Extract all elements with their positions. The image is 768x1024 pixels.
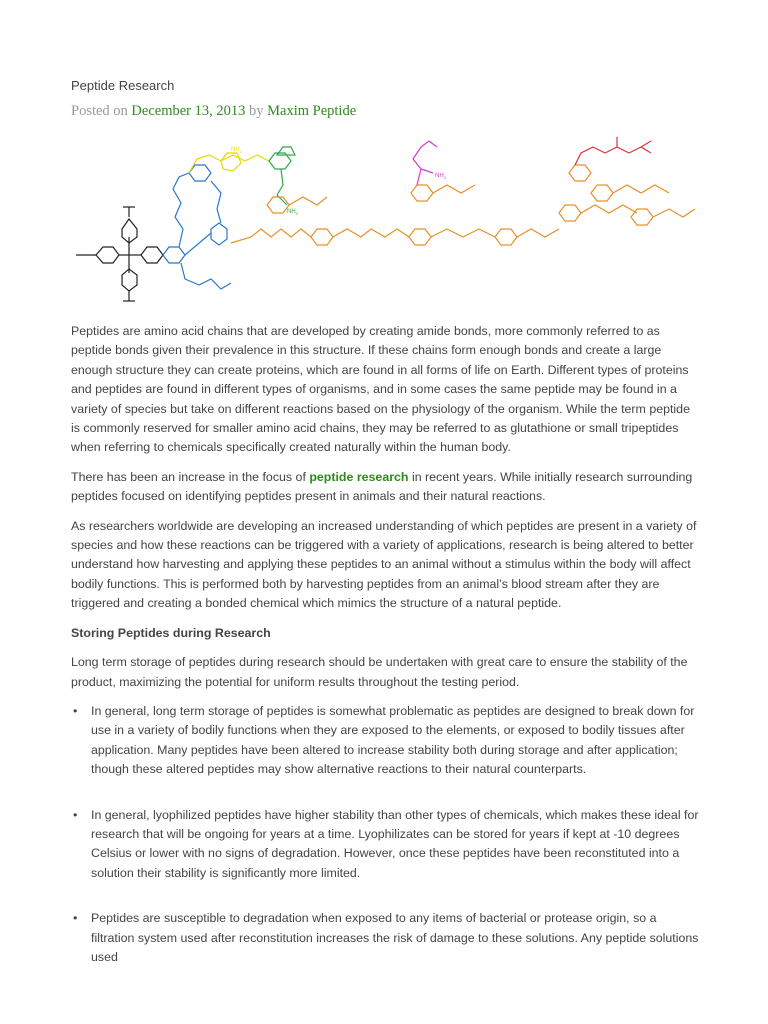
paragraph-2-end: in recent years. While initially research surrounding peptides focused on identifying peptides present in animals and their natural reactions. [71,469,693,504]
red-fragment [575,137,651,165]
paragraph-1: Peptides are amino acid chains that are developed by creating amide bonds, more commonly referred to as peptide bonds given their prevalence in this structure. If these chains form enough bonds and create a large enough structure they can create proteins, which are found in all forms of life on Earth. Different types of proteins and peptides are found in different types of organisms, and in some cases the same peptide may be found in a variety of species but take on different reactions based on the physiology of the organism. While the term peptide is commonly reserved for smaller amino acid chains, they may be referred to as glutathione or small tripeptides when referring to chemicals specifically created naturally within the human body. [71,324,690,455]
post-date-link[interactable]: December 13, 2013 [131,103,246,119]
post-meta [71,103,356,120]
paragraph-2-start: There has been an increase in the focus of [71,469,310,484]
tetraphenyl-group [76,207,163,301]
list-item-text: Peptides are susceptible to degradation when exposed to any items of bacterial or protease origin, so a filtration system used after reconstitution increases the risk of damage to these solutions. Any peptide solutions used [91,911,699,964]
molecule-diagram [71,133,701,313]
section-heading: Storing Peptides during Research [71,625,271,640]
by-label: by [249,103,264,119]
list-item [71,806,701,884]
paragraph-4: Long term storage of peptides during research should be undertaken with great care to ensure the stability of the product, maximizing the potential for uniform results throughout the testing period. [71,655,688,689]
bullet-list [71,702,701,967]
article-body [71,322,701,993]
yellow-fragment [189,153,269,173]
list-item [71,702,701,780]
posted-prefix: Posted on [71,103,128,119]
magenta-fragment [413,141,437,185]
paragraph-2 [71,468,701,507]
bullet-marker: • [73,703,78,718]
peptide-research-link[interactable]: peptide research [309,469,409,484]
label-nh2-green: $NH_2$ [287,209,298,216]
bullet-marker: • [73,807,78,822]
bullet-marker: • [73,911,78,926]
green-fragment [269,147,295,205]
label-nh2-magenta: $NH_2$ [435,173,446,180]
paragraph-3: As researchers worldwide are developing an increased understanding of which peptides are present in a variety of species and how these reactions can be triggered with a variety of applications, research is being altered to better understand how harvesting and applying these peptides to an animal without a stimulus within the body will affect bodily functions. This is performed both by harvesting peptides from an animal’s blood stream after they are triggered and creating a bonded chemical which mimics the structure of a natural peptide. [71,518,697,611]
article-title: Peptide Research [71,78,175,93]
list-item [71,909,701,967]
blue-macrocycle [163,165,231,289]
author-link[interactable]: Maxim Peptide [267,103,357,119]
label-nh2-yellow: $NH_2$ [231,147,242,154]
orange-backbone [231,165,695,245]
list-item-text: In general, long term storage of peptides is somewhat problematic as peptides are designed to break down for use in a variety of bodily functions when they are exposed to the elements, or exposed to bodily tissues after application. Many peptides have been altered to increase stability both during storage and after application; though these altered peptides may show alternative reactions to their natural counterparts. [91,703,695,777]
list-item-text: In general, lyophilized peptides have higher stability than other types of chemicals, which makes these ideal for research that will be ongoing for years at a time. Lyophilizates can be stored for years if kept at -10 degrees Celsius or lower with no signs of degradation. However, once these peptides have been reconstituted into a solution their stability is significantly more limited. [91,807,699,880]
